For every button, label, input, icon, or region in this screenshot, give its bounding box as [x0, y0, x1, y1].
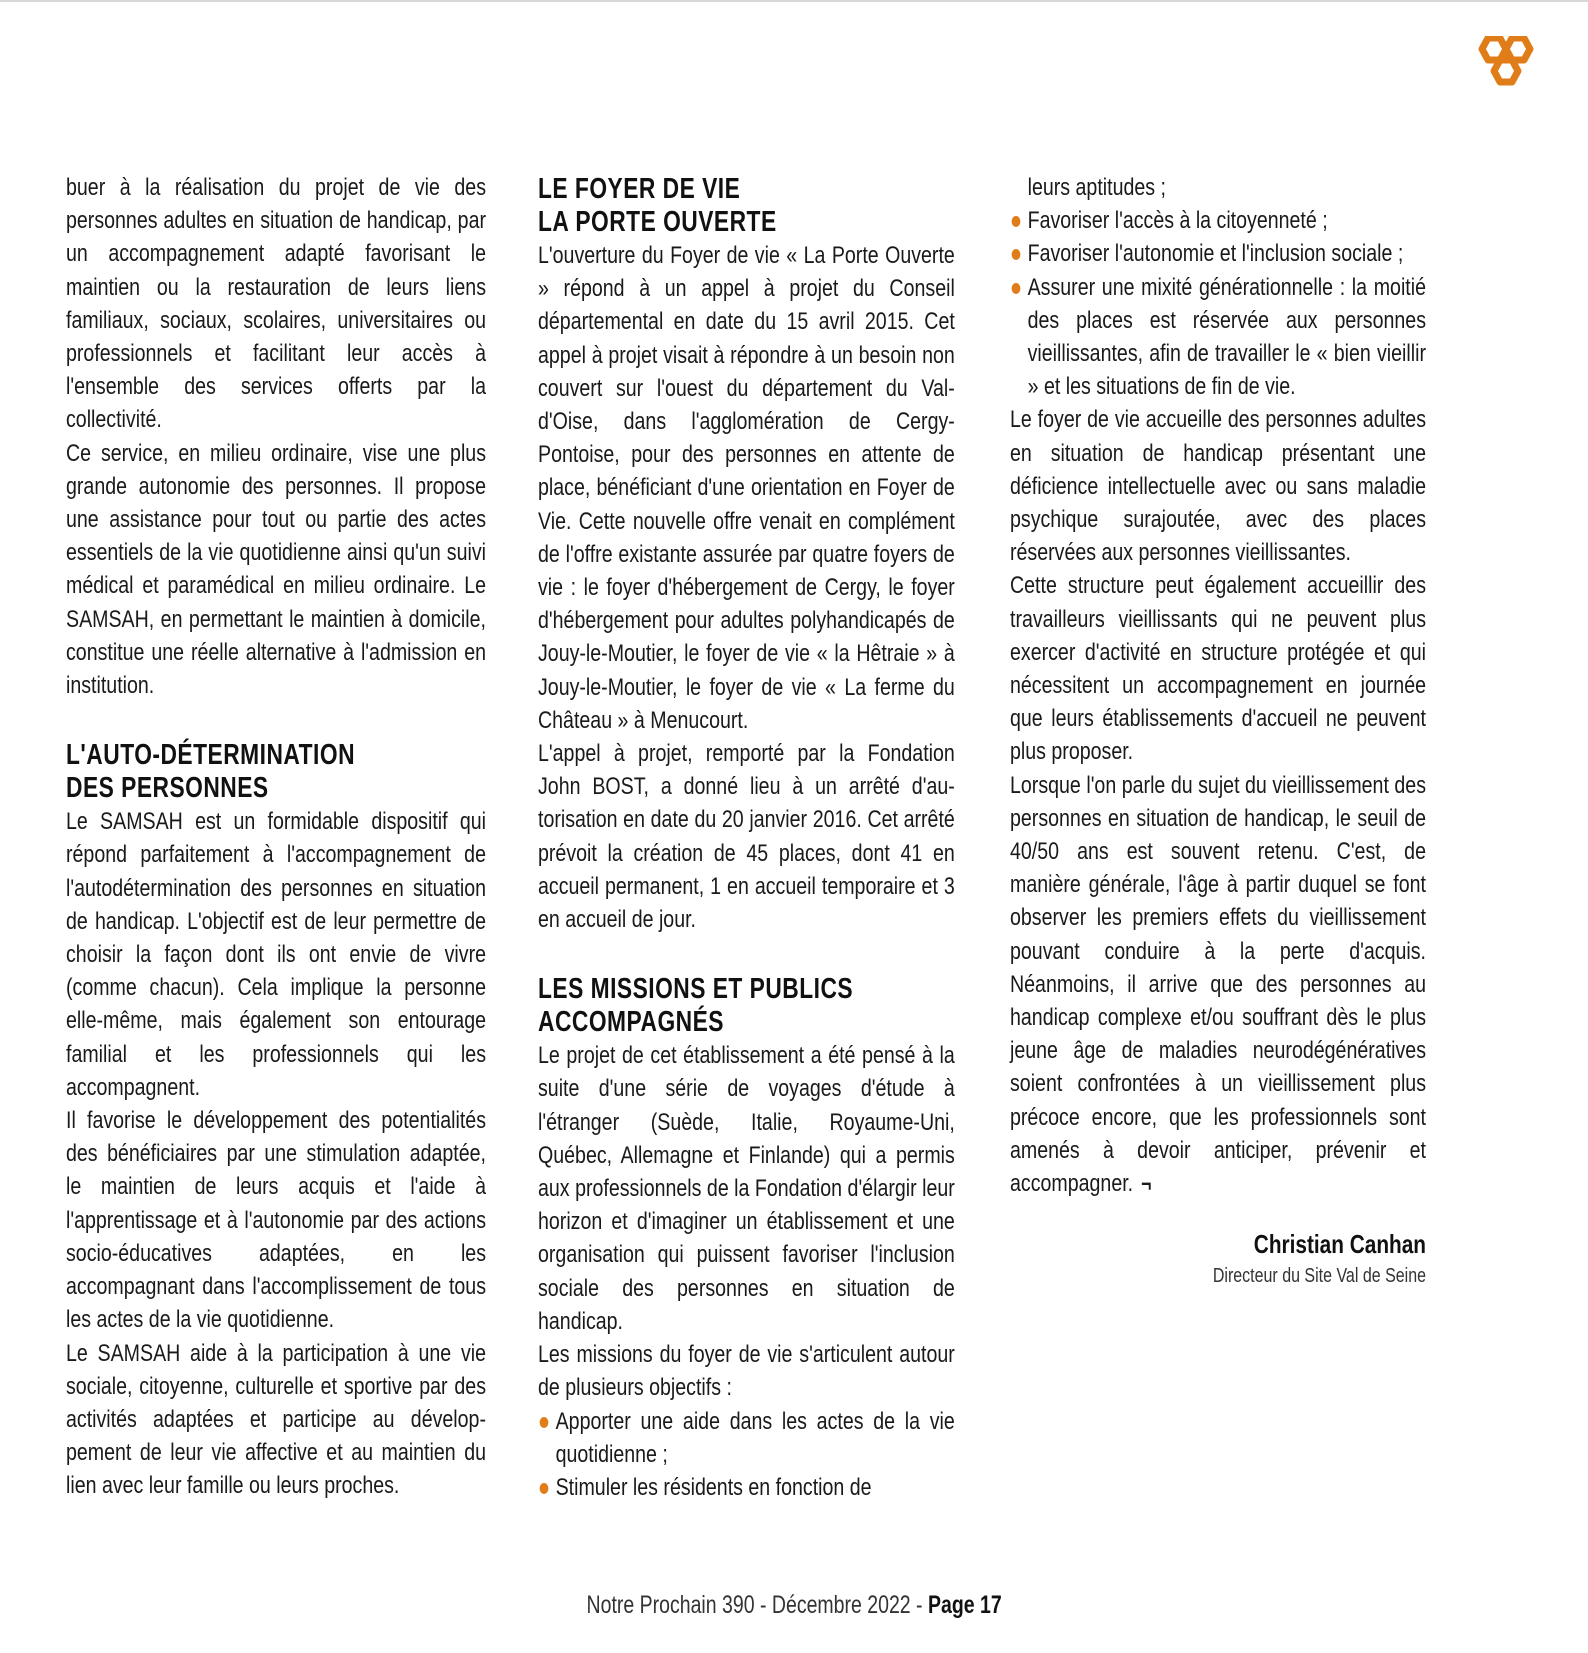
- paragraph: buer à la réalisation du projet de vie des personnes adultes en situation de handicap, par un accompagnement adapté favorisant le maintien ou la restauration de leurs liens familiaux, sociaux, scolaires, universitaires ou professionnels et facilitant leur accès à l'ensemble des services offerts par la collectivité.: [66, 174, 486, 434]
- column-2: [538, 171, 955, 1504]
- paragraph: Cette structure peut également accueillir des travailleurs vieillissants qui ne peuvent plus exercer d'activité en structure protégée et qui nécessitent un accompagnement en journée que leurs établissements d'accueil ne peuvent plus proposer.: [1010, 572, 1426, 766]
- list-item: Favoriser l'autonomie et l'inclusion sociale ;: [1010, 237, 1426, 270]
- heading-line: ACCOMPAGNÉS: [538, 1006, 724, 1039]
- signature-role: Directeur du Site Val de Seine: [1212, 1265, 1426, 1288]
- mission-list-continued: [1010, 204, 1426, 403]
- paragraph: Les missions du foyer de vie s'articulent autour de plusieurs objectifs :: [538, 1341, 955, 1402]
- heading-line: DES PERSONNES: [66, 772, 269, 805]
- paragraph: Ce service, en milieu ordinaire, vise une plus grande autonomie des personnes. Il propose une assistance pour tout ou partie des actes essentiels de la vie quotidienne ainsi qu'un suivi médical et paramédical en milieu ordinaire. Le SAMSAH, en permettant le maintien à domicile, constitue une réelle alternative à l'admission en institution.: [66, 439, 486, 700]
- top-rule: [0, 0, 1588, 2]
- list-item: Apporter une aide dans les actes de la vie quotidienne ;: [538, 1405, 955, 1471]
- list-item: Favoriser l'accès à la citoyenneté ;: [1010, 204, 1426, 237]
- paragraph-text: Lorsque l'on parle du sujet du vieillissement des personnes en situation de handicap, le seuil de 40/50 ans est souvent retenu. C'est, de manière générale, l'âge à partir duquel se font observer les premiers effets du vieillissement pouvant conduire à la perte d'acquis. Néanmoins, il arrive que des personnes au handicap complexe et/ou souffrant dès le plus jeune âge de maladies neurodégénératives soient confrontées à un vieillissement plus précoce encore, que les professionnels sont amenés à devoir anticiper, prévenir et accompagner.: [1010, 771, 1426, 1198]
- signature-name: Christian Canhan: [1253, 1229, 1426, 1260]
- heading-line: L'AUTO-DÉTERMINATION: [66, 739, 356, 772]
- footer-page-number: Page 17: [927, 1591, 1002, 1619]
- heading-line: LE FOYER DE VIE: [538, 173, 741, 205]
- signature: [1010, 1227, 1426, 1291]
- paragraph-final: [1010, 769, 1426, 1201]
- heading-line: LES MISSIONS ET PUBLICS: [538, 973, 854, 1006]
- footer-publication: Notre Prochain 390 - Décembre 2022 -: [586, 1591, 928, 1619]
- paragraph: L'ouverture du Foyer de vie « La Porte Ouverte » répond à un appel à projet du Conseil départemental en date du 15 avril 2015. Cet appel à projet visait à répondre à un besoin non couvert sur l'ouest du département du Val-d'Oise, dans l'agglomération de Cergy-Pontoise, pour des personnes en attente de place, bénéficiant d'une orientation en Foyer de Vie. Cette nouvelle offre venait en complément de l'offre existante assurée par quatre foyers de vie : le foyer d'hébergement de Cergy, le foyer d'hébergement pour adultes polyhandicapés de Jouy-le-Moutier, le foyer de vie « la Hêtraie » à Jouy-le-Moutier, le foyer de vie « La ferme du Château » à Menucourt.: [538, 242, 955, 734]
- column-1: [66, 171, 486, 1503]
- footer-text: [586, 1590, 1001, 1620]
- section-heading-foyer-de-vie: [538, 173, 955, 239]
- paragraph: Il favorise le développement des potentialités des bénéficiaires par une stimulation adaptée, le maintien de leurs acquis et l'aide à l'apprentissage et à l'autonomie par des actions socio-éducatives adaptées, en les accompagnant dans l'accomplissement de tous les actes de la vie quotidienne.: [66, 1107, 486, 1334]
- mission-list: [538, 1405, 955, 1505]
- list-item-continuation: leurs aptitudes ;: [1027, 174, 1166, 201]
- paragraph: Le foyer de vie accueille des personnes adultes en situation de handicap présentant une déficience intellectuelle avec ou sans maladie psychique surajoutée, avec des places réservées aux personnes vieillissantes.: [1010, 406, 1426, 567]
- paragraph: Le projet de cet établissement a été pensé à la suite d'une série de voyages d'étude à l'étranger (Suède, Italie, Royaume-Uni, Québec, Allemagne et Finlande) qui a permis aux professionnels de la Fondation d'élargir leur horizon et d'imaginer un établissement et une organisation qui puissent favoriser l'inclusion sociale des personnes en situation de handicap.: [538, 1042, 955, 1335]
- honeycomb-logo-icon: [1470, 36, 1540, 104]
- paragraph: Le SAMSAH est un formidable dispositif qui répond parfaitement à l'accompagnement de l'autodétermination des personnes en situation de handicap. L'objectif est de leur permettre de choisir la façon dont ils ont envie de vivre (comme chacun). Cela implique la personne elle-même, mais également son entourage familial et les professionnels qui les accompagnent.: [66, 808, 486, 1101]
- page-footer: [0, 1590, 1588, 1620]
- paragraph: L'appel à projet, remporté par la Fondation John BOST, a donné lieu à un arrêté d'autorisation en date du 20 janvier 2016. Cet arrêté prévoit la création de 45 places, dont 41 en accueil permanent, 1 en accueil temporaire et 3 en accueil de jour.: [538, 740, 955, 934]
- list-item: Stimuler les résidents en fonction de: [538, 1471, 955, 1504]
- section-heading-missions: [538, 973, 955, 1039]
- paragraph: Le SAMSAH aide à la participation à une vie sociale, citoyenne, culturelle et sportive par des activités adaptées et participe au développement de leur vie affective et au maintien du lien avec leur famille ou leurs proches.: [66, 1339, 486, 1500]
- column-3: [1010, 171, 1426, 1291]
- section-heading-autodetermination: [66, 739, 486, 805]
- list-item: Assurer une mixité générationnelle : la moitié des places est réservée aux personnes vieillissantes, afin de travailler le « bien vieillir » et les situations de fin de vie.: [1010, 271, 1426, 404]
- end-of-article-mark: ¬: [1141, 1171, 1152, 1197]
- heading-line: LA PORTE OUVERTE: [538, 206, 777, 238]
